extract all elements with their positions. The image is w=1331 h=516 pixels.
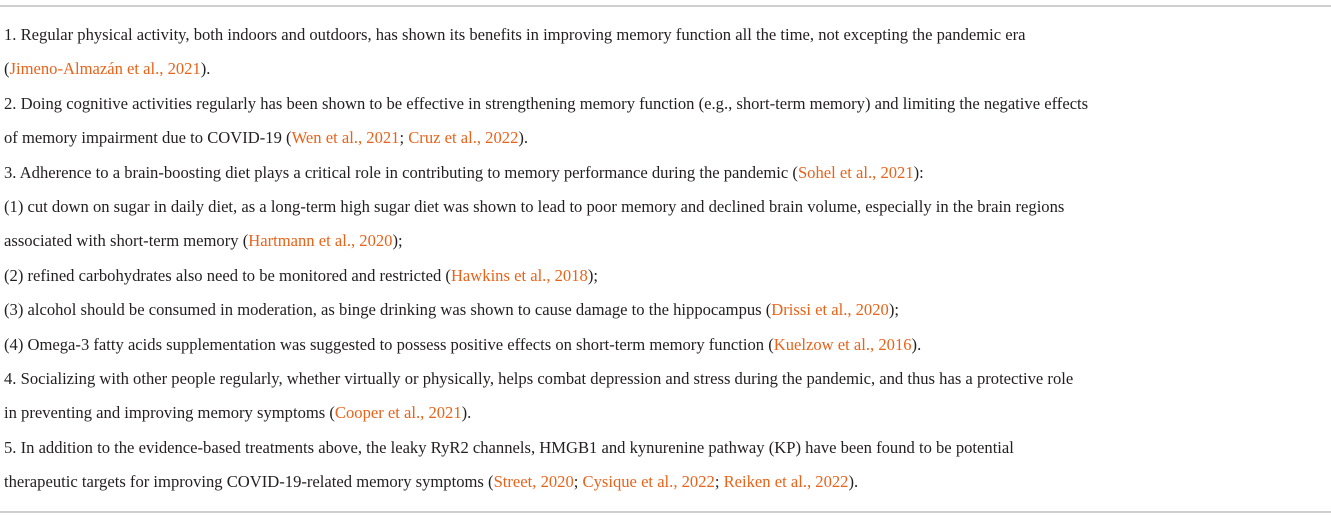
- body-text: ;: [714, 472, 724, 492]
- body-text: (4) Omega-3 fatty acids supplementation was suggested to possess positive effects on short-term memory function (: [4, 334, 774, 354]
- body-text: ).: [461, 403, 472, 423]
- body-text: (: [4, 59, 10, 79]
- text-line: [4, 396, 1326, 430]
- citation-link[interactable]: Hartmann et al., 2020: [248, 231, 393, 251]
- citation-link[interactable]: Cooper et al., 2021: [334, 403, 462, 423]
- body-text: (3) alcohol should be consumed in moderation, as binge drinking was shown to cause damage to the hippocampus (: [4, 300, 772, 320]
- citation-link[interactable]: Street, 2020: [493, 472, 574, 492]
- body-text: 2. Doing cognitive activities regularly has been shown to be effective in strengthening memory function (e.g., short-term memory) and limiting the negative effects: [4, 93, 1089, 113]
- text-line: [4, 328, 1326, 362]
- body-text: in preventing and improving memory symptoms (: [4, 403, 335, 423]
- text-line: [4, 465, 1326, 499]
- body-text: 4. Socializing with other people regularly, whether virtually or physically, helps combat depression and stress during the pandemic, and thus has a protective role: [4, 368, 1074, 388]
- text-line: [4, 190, 1326, 224]
- body-text: );: [888, 300, 899, 320]
- body-text: ;: [573, 472, 583, 492]
- text-line: [4, 87, 1326, 121]
- body-text: ;: [399, 128, 409, 148]
- body-text: 3. Adherence to a brain-boosting diet plays a critical role in contributing to memory performance during the pandemic (: [4, 162, 798, 182]
- body-text: ).: [911, 334, 922, 354]
- citation-link[interactable]: Reiken et al., 2022: [723, 472, 849, 492]
- table-bottom-rule: [0, 511, 1331, 513]
- text-line: [4, 18, 1326, 52]
- citation-link[interactable]: Drissi et al., 2020: [771, 300, 889, 320]
- text-line: [4, 259, 1326, 293]
- body-text: therapeutic targets for improving COVID-19-related memory symptoms (: [4, 472, 494, 492]
- citation-link[interactable]: Cruz et al., 2022: [408, 128, 519, 148]
- body-text: 5. In addition to the evidence-based treatments above, the leaky RyR2 channels, HMGB1 and kynurenine pathway (KP) have been found to be potential: [4, 437, 1014, 457]
- citation-link[interactable]: Jimeno-Almazán et al., 2021: [9, 59, 201, 79]
- body-text: ).: [518, 128, 529, 148]
- body-text: ):: [913, 162, 924, 182]
- text-line: [4, 362, 1326, 396]
- body-text: ).: [200, 59, 211, 79]
- body-text: associated with short-term memory (: [4, 231, 249, 251]
- citation-link[interactable]: Wen et al., 2021: [291, 128, 400, 148]
- text-line: [4, 121, 1326, 155]
- text-line: [4, 431, 1326, 465]
- body-text: );: [392, 231, 403, 251]
- citation-link[interactable]: Cysique et al., 2022: [582, 472, 715, 492]
- citation-link[interactable]: Kuelzow et al., 2016: [773, 334, 912, 354]
- text-line: [4, 156, 1326, 190]
- recommendations-table-cell: [4, 18, 1326, 499]
- body-text: (1) cut down on sugar in daily diet, as a long-term high sugar diet was shown to lead to poor memory and declined brain volume, especially in the brain regions: [4, 196, 1065, 216]
- body-text: of memory impairment due to COVID-19 (: [4, 128, 292, 148]
- body-text: (2) refined carbohydrates also need to be monitored and restricted (: [4, 265, 451, 285]
- body-text: );: [587, 265, 598, 285]
- text-line: [4, 52, 1326, 86]
- text-line: [4, 293, 1326, 327]
- citation-link[interactable]: Sohel et al., 2021: [797, 162, 914, 182]
- text-line: [4, 224, 1326, 258]
- body-text: ).: [848, 472, 859, 492]
- table-top-rule: [0, 5, 1331, 7]
- body-text: 1. Regular physical activity, both indoors and outdoors, has shown its benefits in improving memory function all the time, not excepting the pandemic era: [4, 25, 1026, 44]
- citation-link[interactable]: Hawkins et al., 2018: [450, 265, 588, 285]
